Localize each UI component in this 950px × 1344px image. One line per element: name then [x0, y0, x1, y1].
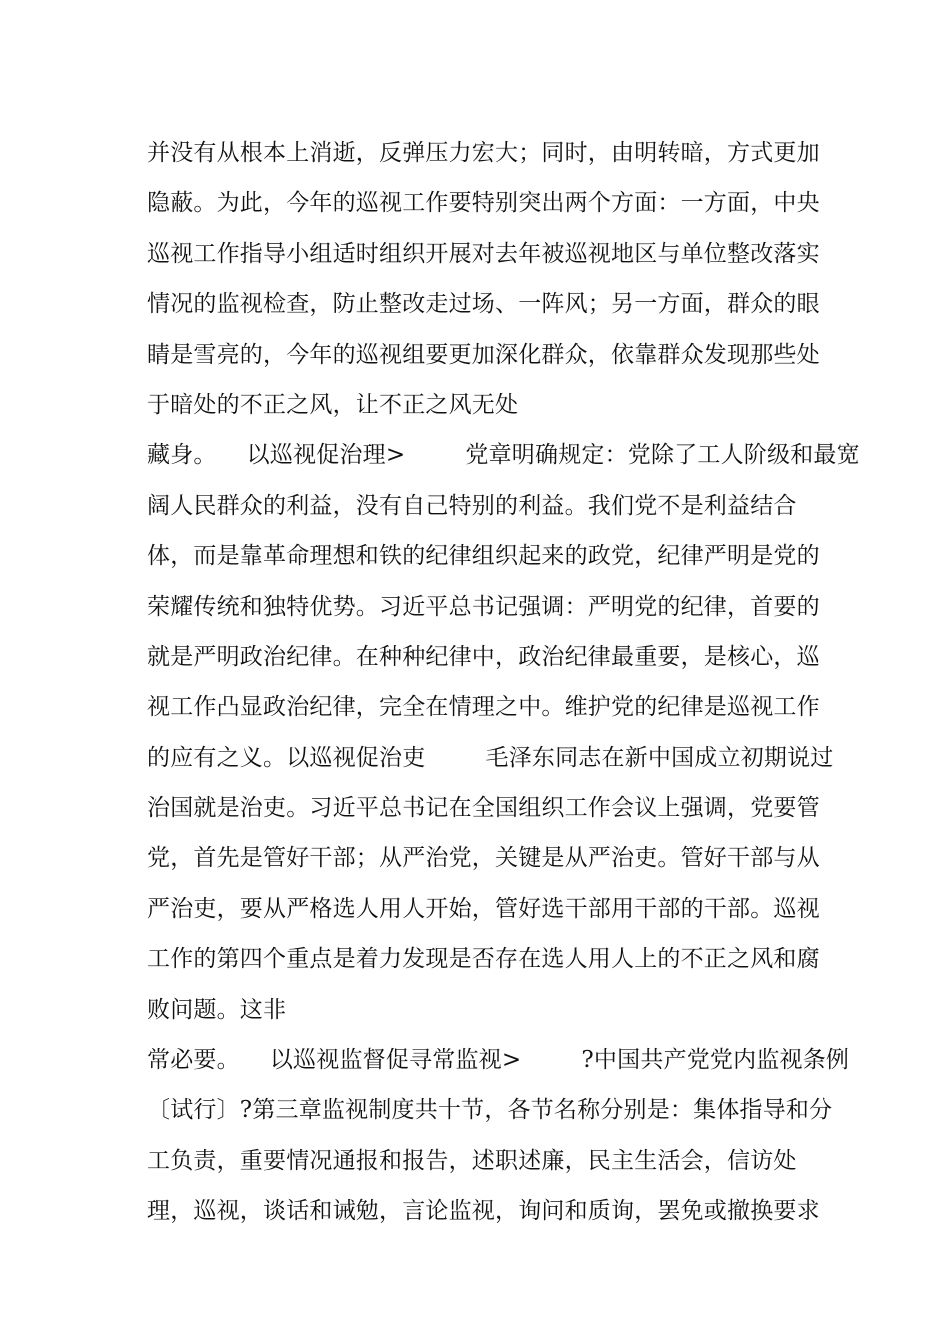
text-line: 巡视工作指导小组适时组织开展对去年被巡视地区与单位整改落实: [147, 240, 820, 267]
text-line: 于暗处的不正之风，让不正之风无处: [147, 391, 519, 418]
text-line: 〔试行〕?第三章监视制度共十节，各节名称分别是：集体指导和分: [147, 1097, 833, 1124]
text-line: 阔人民群众的利益，没有自己特别的利益。我们党不是利益结合: [147, 492, 797, 519]
text-line: 的应有之义。以巡视促治吏 毛泽东同志在新中国成立初期说过: [147, 744, 834, 771]
text-line: 理，巡视，谈话和诫勉，言论监视，询问和质询，罢免或撤换要求: [147, 1198, 820, 1225]
text-line: 荣耀传统和独特优势。习近平总书记强调：严明党的纪律，首要的: [147, 593, 820, 620]
text-line: 隐蔽。为此，今年的巡视工作要特别突出两个方面：一方面，中央: [147, 190, 820, 217]
text-line: 情况的监视检查，防止整改走过场、一阵风；另一方面，群众的眼: [147, 291, 820, 318]
text-line: 治国就是治吏。习近平总书记在全国组织工作会议上强调，党要管: [147, 795, 820, 822]
text-line: 工作的第四个重点是着力发现是否存在选人用人上的不正之风和腐: [147, 946, 820, 973]
text-line: 败问题。这非: [147, 996, 287, 1023]
body-text: [147, 128, 860, 1237]
text-line: 睛是雪亮的，今年的巡视组要更加深化群众，依靠群众发现那些处: [147, 341, 820, 368]
text-line: 严治吏，要从严格选人用人开始，管好选干部用干部的干部。巡视: [147, 895, 820, 922]
text-line: 常必要。 以巡视监督促寻常监视> ?中国共产党党内监视条例: [147, 1047, 850, 1074]
text-line: 体，而是靠革命理想和铁的纪律组织起来的政党，纪律严明是党的: [147, 543, 820, 570]
text-line: 党，首先是管好干部；从严治党，关键是从严治吏。管好干部与从: [147, 845, 820, 872]
text-line: 藏身。 以巡视促治理> 党章明确规定：党除了工人阶级和最宽: [147, 442, 860, 469]
text-line: 就是严明政治纪律。在种种纪律中，政治纪律最重要，是核心，巡: [147, 643, 820, 670]
text-line: 视工作凸显政治纪律，完全在情理之中。维护党的纪律是巡视工作: [147, 694, 820, 721]
text-line: 并没有从根本上消逝，反弹压力宏大；同时，由明转暗，方式更加: [147, 140, 820, 166]
text-line: 工负责，重要情况通报和报告，述职述廉，民主生活会，信访处: [147, 1147, 797, 1174]
